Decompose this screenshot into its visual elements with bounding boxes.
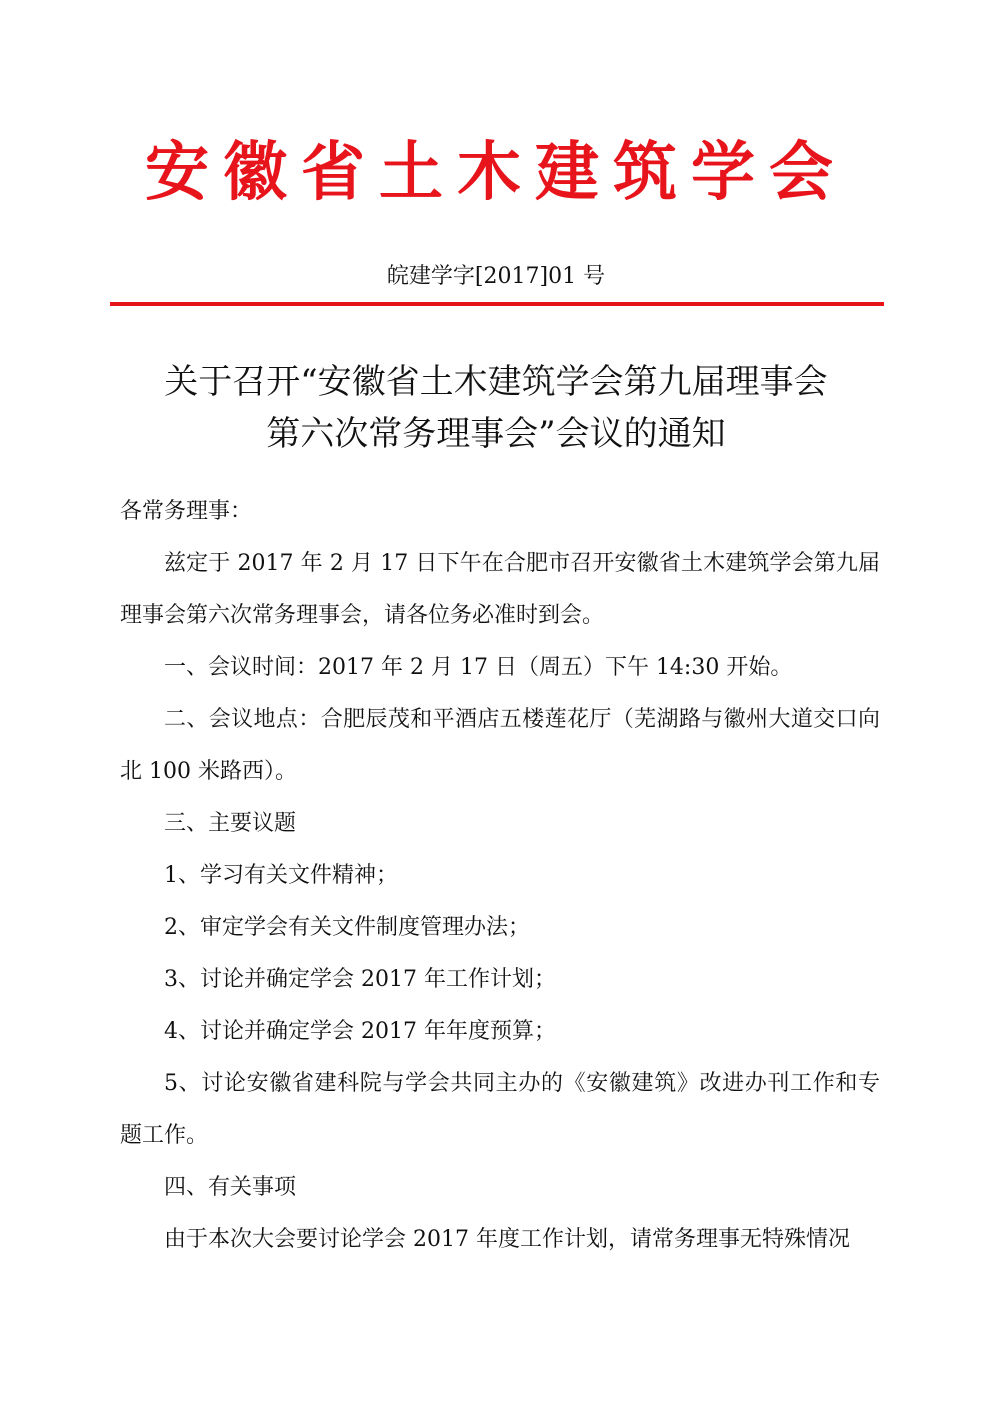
meeting-location: 二、会议地点：合肥辰茂和平酒店五楼莲花厅（芜湖路与徽州大道交口向北 100 米路西）。 bbox=[120, 707, 880, 784]
salutation: 各常务理事： bbox=[120, 499, 253, 524]
matters-heading: 四、有关事项 bbox=[164, 1175, 297, 1200]
document-number: 皖建学字[2017]01 号 bbox=[386, 264, 606, 289]
matters-paragraph: 由于本次大会要讨论学会 2017 年度工作计划，请常务理事无特殊情况 bbox=[164, 1227, 850, 1252]
notice-title-line-1: 关于召开“安徽省土木建筑学会第九届理事会 bbox=[164, 362, 828, 402]
agenda-item: 3、讨论并确定学会 2017 年工作计划； bbox=[164, 967, 556, 992]
agenda-item: 5、讨论安徽省建科院与学会共同主办的《安徽建筑》改进办刊工作和专题工作。 bbox=[120, 1071, 880, 1148]
agenda-item: 1、学习有关文件精神； bbox=[164, 863, 398, 888]
organization-header: 安徽省土木建筑学会 bbox=[145, 136, 847, 210]
notice-body bbox=[120, 486, 880, 1266]
red-divider-line bbox=[110, 302, 884, 306]
notice-title bbox=[0, 356, 992, 460]
notice-title-line-2: 第六次常务理事会”会议的通知 bbox=[266, 414, 726, 454]
intro-paragraph: 兹定于 2017 年 2 月 17 日下午在合肥市召开安徽省土木建筑学会第九届理事会第六次常务理事会，请各位务必准时到会。 bbox=[120, 551, 880, 628]
agenda-item: 2、审定学会有关文件制度管理办法； bbox=[164, 915, 530, 940]
agenda-item: 4、讨论并确定学会 2017 年年度预算； bbox=[164, 1019, 556, 1044]
meeting-time: 一、会议时间：2017 年 2 月 17 日（周五）下午 14:30 开始。 bbox=[164, 655, 793, 680]
agenda-heading: 三、主要议题 bbox=[164, 811, 297, 836]
